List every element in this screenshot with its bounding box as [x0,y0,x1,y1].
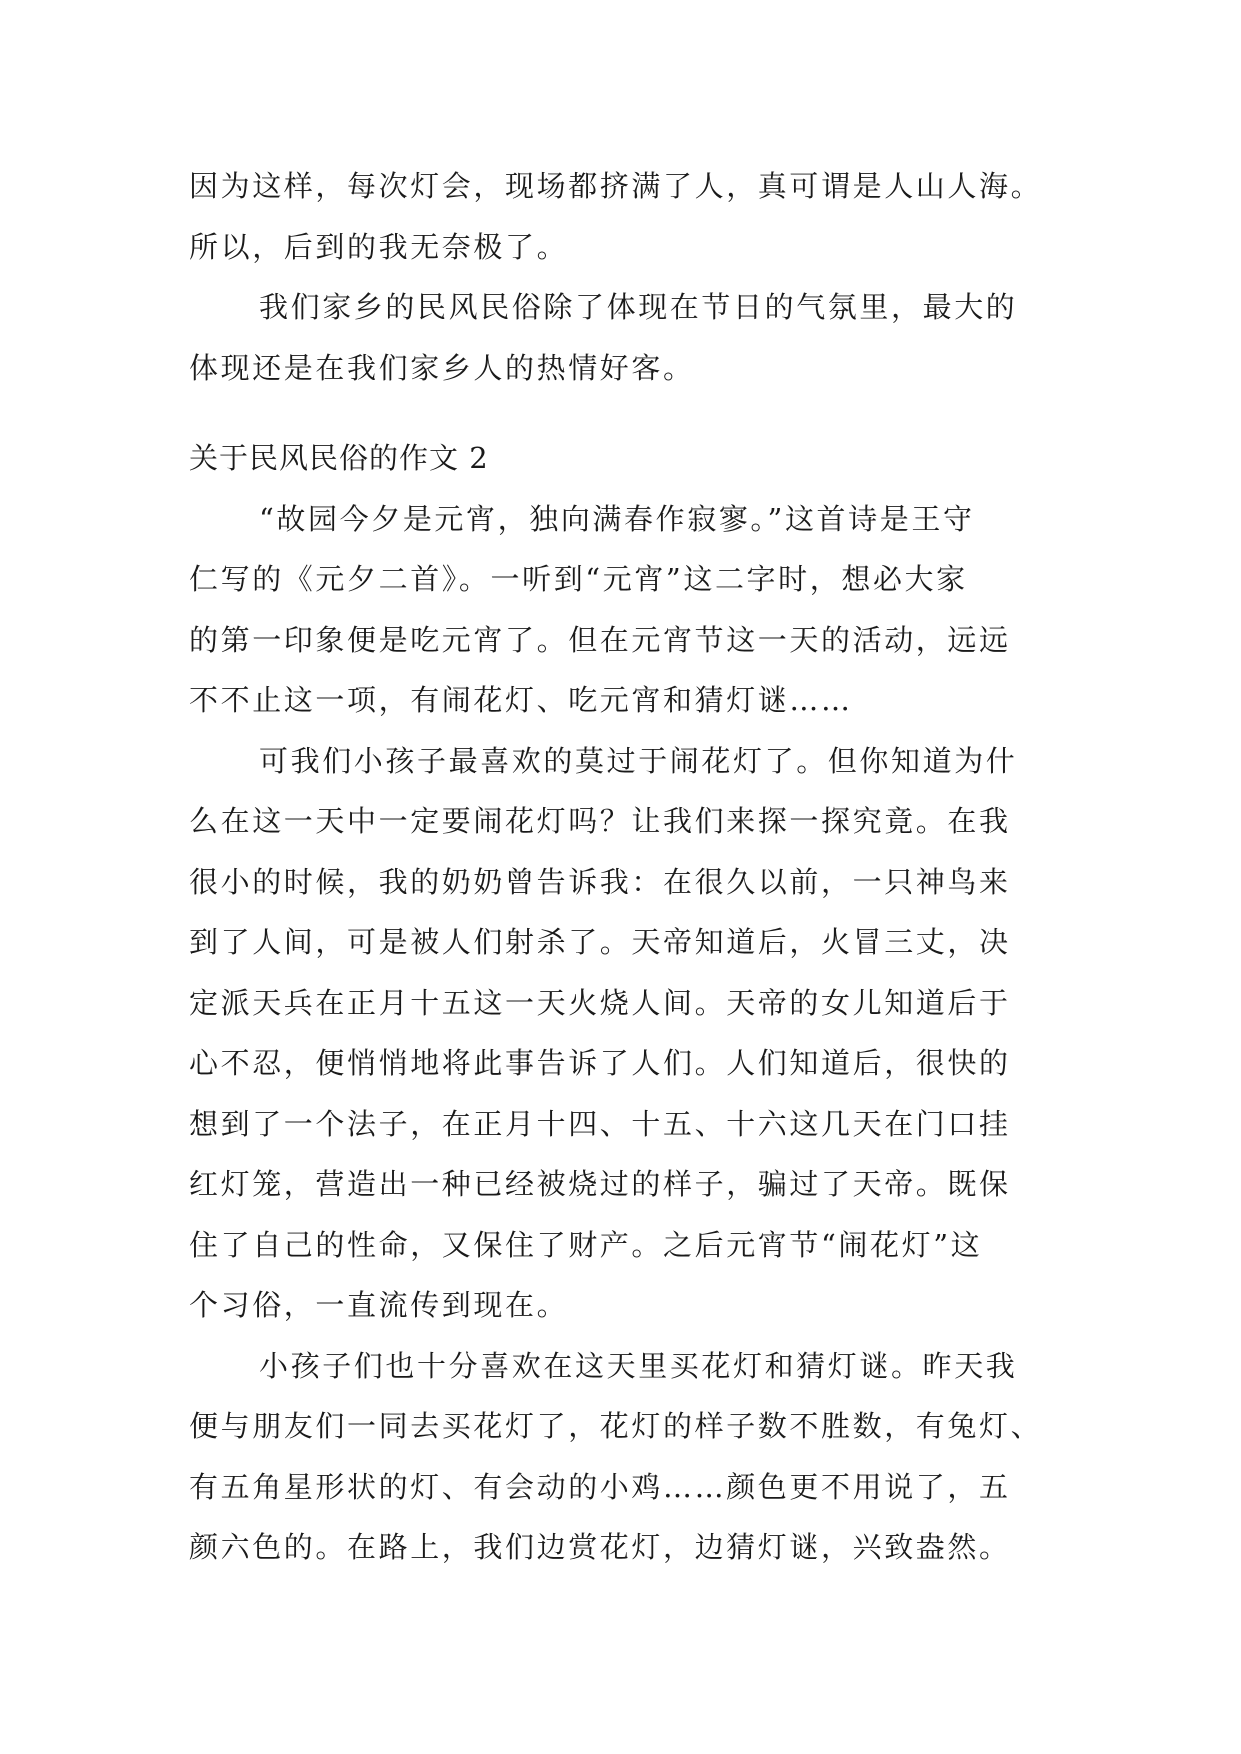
section-heading: 关于民风民俗的作文 2 [189,441,489,475]
text-line: 很小的时候，我的奶奶曾告诉我：在很久以前，一只神鸟来 [189,864,1011,899]
text-line: 么在这一天中一定要闹花灯吗？让我们来探一探究竟。在我 [189,804,1011,838]
text-line: 体现还是在我们家乡人的热情好客。 [189,350,695,385]
paragraph-first-line: 我们家乡的民风民俗除了体现在节日的气氛里，最大的 [259,290,1018,324]
text-line: 仁写的《元夕二首》。一听到“元宵”这二字时，想必大家 [189,562,968,596]
paragraph-first-line: “故园今夕是元宵，独向满春作寂寥。”这首诗是王守 [259,501,975,536]
text-line: 因为这样，每次灯会，现场都挤满了人，真可谓是人山人海。 [189,169,1043,203]
text-line: 红灯笼，营造出一种已经被烧过的样子，骗过了天帝。既保 [189,1167,1011,1201]
text-line: 定派天兵在正月十五这一天火烧人间。天帝的女儿知道后于 [189,985,1011,1020]
text-line: 不不止这一项，有闹花灯、吃元宵和猜灯谜…… [189,683,853,717]
text-line: 住了自己的性命，又保住了财产。之后元宵节“闹花灯”这 [189,1227,983,1262]
paragraph-gap [189,398,1061,428]
text-line: 颜六色的。在路上，我们边赏花灯，边猜灯谜，兴致盎然。 [189,1530,1011,1564]
text-line: 想到了一个法子，在正月十四、十五、十六这几天在门口挂 [189,1106,1011,1141]
text-line: 的第一印象便是吃元宵了。但在元宵节这一天的活动，远远 [189,622,1011,657]
text-line: 心不忍，便悄悄地将此事告诉了人们。人们知道后，很快的 [189,1046,1011,1080]
text-line: 到了人间，可是被人们射杀了。天帝知道后，火冒三丈，决 [189,925,1011,959]
text-line: 个习俗，一直流传到现在。 [189,1288,569,1322]
paragraph-first-line: 小孩子们也十分喜欢在这天里买花灯和猜灯谜。昨天我 [259,1348,1018,1383]
paragraph-first-line: 可我们小孩子最喜欢的莫过于闹花灯了。但你知道为什 [259,743,1018,778]
text-line: 所以，后到的我无奈极了。 [189,229,569,264]
text-line: 便与朋友们一同去买花灯了，花灯的样子数不胜数，有兔灯、 [189,1409,1043,1443]
text-line: 有五角星形状的灯、有会动的小鸡……颜色更不用说了，五 [189,1469,1011,1504]
